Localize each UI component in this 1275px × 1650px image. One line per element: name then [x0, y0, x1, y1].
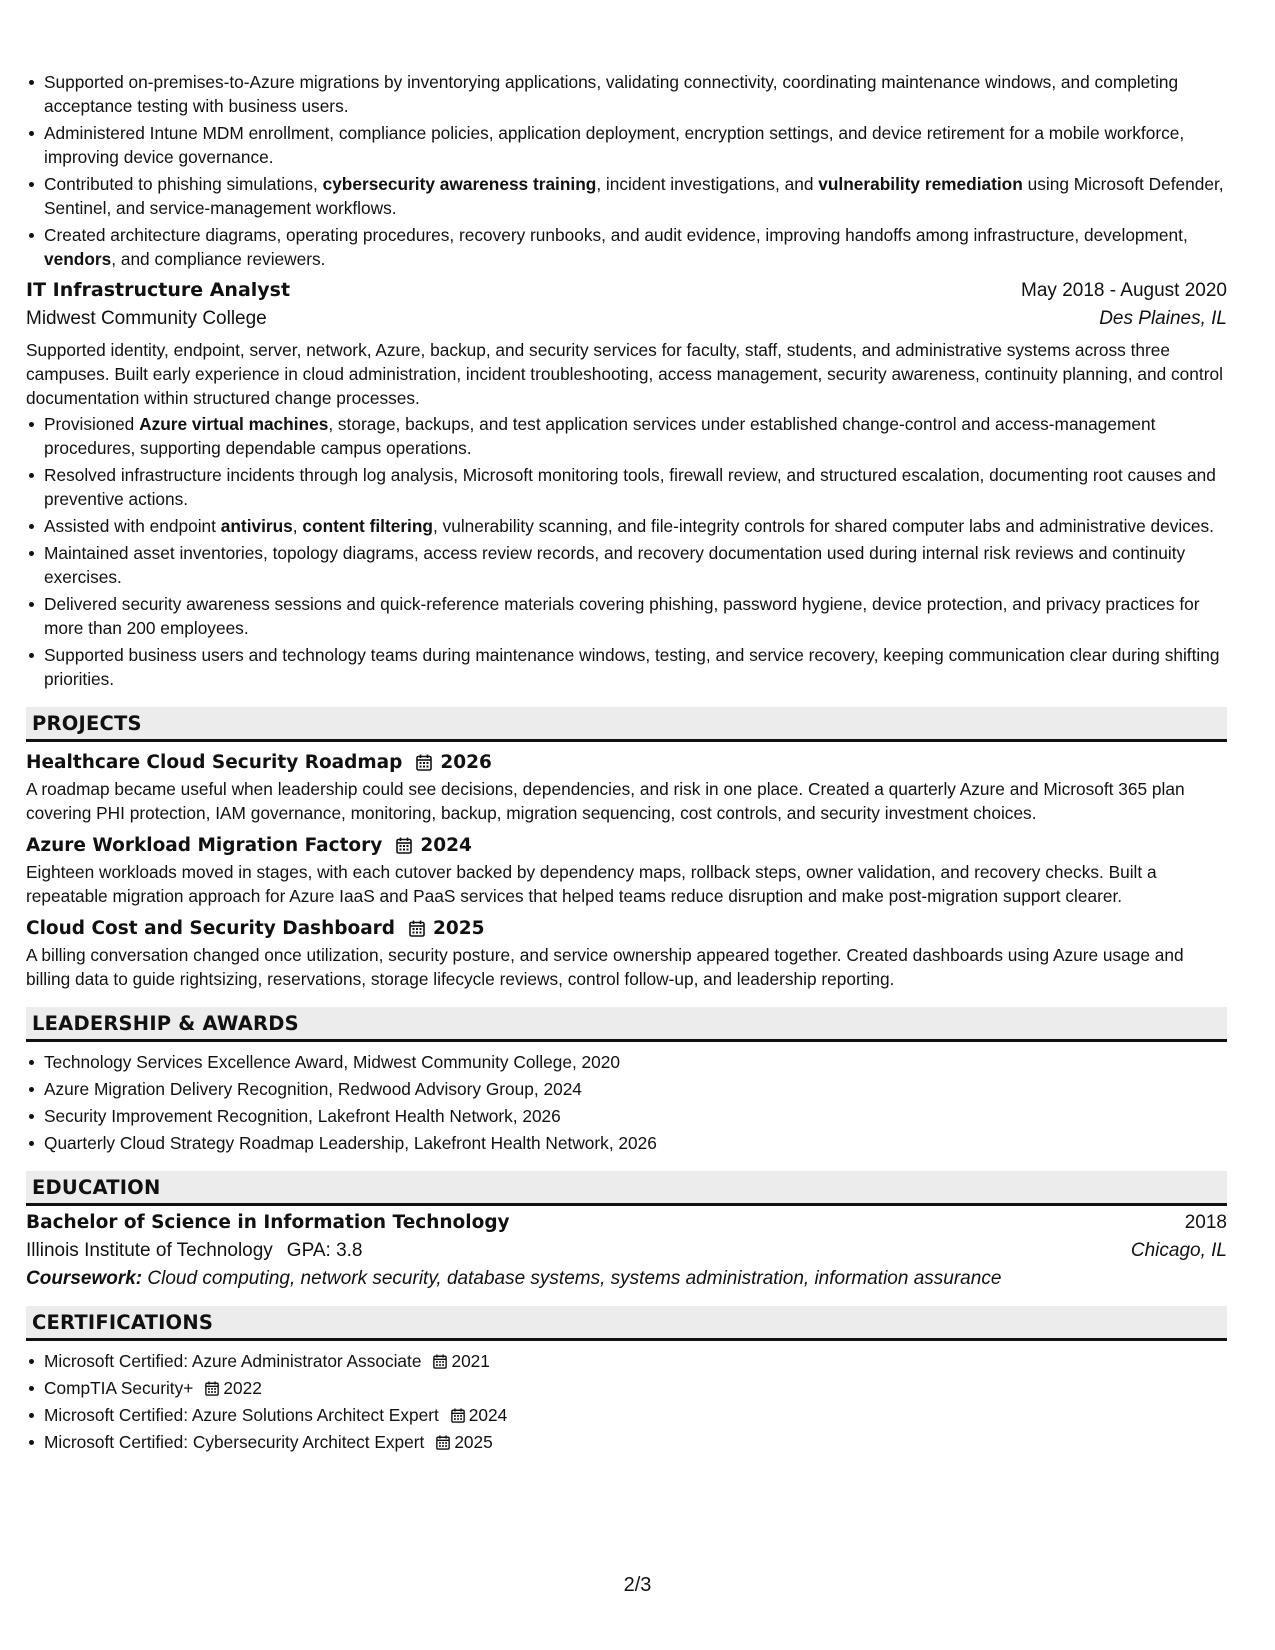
gpa: GPA: 3.8 [286, 1240, 363, 1261]
project-header [26, 835, 1227, 856]
list-item: Security Improvement Recognition, Lakefront Health Network, 2026 [44, 1104, 1227, 1128]
list-item: Technology Services Excellence Award, Midwest Community College, 2020 [44, 1050, 1227, 1074]
project-year: 2024 [420, 835, 472, 856]
list-item: Microsoft Certified: Azure Administrator Associate 2021 [44, 1349, 1227, 1373]
list-item: Supported business users and technology teams during maintenance windows, testing, and service recovery, keeping communication clear during shifting priorities. [44, 643, 1227, 691]
calendar-icon [433, 1354, 447, 1369]
list-item: CompTIA Security+ 2022 [44, 1376, 1227, 1400]
section-header-projects: PROJECTS [26, 707, 1227, 742]
degree: Bachelor of Science in Information Technology [26, 1212, 510, 1233]
job-header [26, 279, 1227, 302]
list-item: Supported on-premises-to-Azure migrations by inventorying applications, validating connectivity, coordinating maintenance windows, and completing acceptance testing with business users. [44, 70, 1227, 118]
prior-role-bullets [26, 70, 1227, 271]
calendar-icon [409, 920, 425, 937]
job-location: Des Plaines, IL [1099, 308, 1227, 329]
list-item: Microsoft Certified: Azure Solutions Architect Expert 2024 [44, 1403, 1227, 1427]
page-number: 2/3 [623, 1574, 652, 1596]
calendar-icon [436, 1435, 450, 1450]
education-header [26, 1212, 1227, 1234]
job-organization: Midwest Community College [26, 308, 267, 329]
job-subheader [26, 308, 1227, 330]
calendar-icon [416, 754, 432, 771]
list-item: Created architecture diagrams, operating procedures, recovery runbooks, and audit evidence, improving handoffs among infrastructure, development, vendors, and compliance reviewers. [44, 223, 1227, 271]
project-title: Azure Workload Migration Factory [26, 835, 383, 856]
section-header-education: EDUCATION [26, 1171, 1227, 1206]
school: Illinois Institute of Technology [26, 1240, 273, 1261]
list-item: Resolved infrastructure incidents through log analysis, Microsoft monitoring tools, firewall review, and structured escalation, documenting root causes and preventive actions. [44, 463, 1227, 511]
job-title: IT Infrastructure Analyst [26, 279, 291, 301]
school-location: Chicago, IL [1130, 1240, 1227, 1261]
list-item: Delivered security awareness sessions and quick-reference materials covering phishing, password hygiene, device protection, and privacy practices for more than 200 employees. [44, 592, 1227, 640]
job-bullets [26, 412, 1227, 691]
project-description: A billing conversation changed once utilization, security posture, and service ownership appeared together. Created dashboards using Azure usage and billing data to guide rightsizing, reservations, storage lifecycle reviews, control follow-up, and leadership reporting. [26, 945, 1184, 989]
list-item: Contributed to phishing simulations, cybersecurity awareness training, incident investigations, and vulnerability remediation using Microsoft Defender, Sentinel, and service-management workflows. [44, 172, 1227, 220]
project-description: Eighteen workloads moved in stages, with each cutover backed by dependency maps, rollback steps, owner validation, and recovery checks. Built a repeatable migration approach for Azure IaaS and PaaS services that helped teams reduce disruption and make post-migration support clearer. [26, 862, 1157, 906]
calendar-icon [205, 1381, 219, 1396]
education-subheader [26, 1240, 1227, 1262]
project-title: Cloud Cost and Security Dashboard [26, 918, 396, 939]
section-header-awards: LEADERSHIP & AWARDS [26, 1007, 1227, 1042]
list-item: Administered Intune MDM enrollment, compliance policies, application deployment, encryption settings, and device retirement for a mobile workforce, improving device governance. [44, 121, 1227, 169]
list-item: Quarterly Cloud Strategy Roadmap Leadership, Lakefront Health Network, 2026 [44, 1131, 1227, 1155]
list-item: Azure Migration Delivery Recognition, Redwood Advisory Group, 2024 [44, 1077, 1227, 1101]
project-header [26, 752, 1227, 773]
list-item: Provisioned Azure virtual machines, storage, backups, and test application services under established change-control and access-management procedures, supporting dependable campus operations. [44, 412, 1227, 460]
project-year: 2025 [433, 918, 485, 939]
list-item: Maintained asset inventories, topology diagrams, access review records, and recovery documentation used during internal risk reviews and continuity exercises. [44, 541, 1227, 589]
coursework: Coursework: Cloud computing, network security, database systems, systems administration, information assurance [26, 1268, 1002, 1289]
certifications-list [26, 1349, 1227, 1454]
calendar-icon [396, 837, 412, 854]
job-dates: May 2018 - August 2020 [1021, 280, 1227, 301]
project-description: A roadmap became useful when leadership could see decisions, dependencies, and risk in one place. Created a quarterly Azure and Microsoft 365 plan covering PHI protection, IAM governance, monitoring, backup, migration sequencing, cost controls, and security investment choices. [26, 779, 1185, 823]
project-year: 2026 [440, 752, 492, 773]
calendar-icon [451, 1408, 465, 1423]
awards-list [26, 1050, 1227, 1155]
section-header-certifications: CERTIFICATIONS [26, 1306, 1227, 1341]
coursework-label: Coursework: [26, 1268, 143, 1289]
list-item: Assisted with endpoint antivirus, content filtering, vulnerability scanning, and file-integrity controls for shared computer labs and administrative devices. [44, 514, 1227, 538]
project-header [26, 918, 1227, 939]
project-title: Healthcare Cloud Security Roadmap [26, 752, 403, 773]
graduation-year: 2018 [1184, 1212, 1227, 1233]
job-summary: Supported identity, endpoint, server, network, Azure, backup, and security services for faculty, staff, students, and administrative systems across three campuses. Built early experience in cloud administration, incident troubleshooting, access management, security awareness, continuity planning, and control documentation within structured change processes. [26, 340, 1223, 408]
list-item: Microsoft Certified: Cybersecurity Architect Expert 2025 [44, 1430, 1227, 1454]
